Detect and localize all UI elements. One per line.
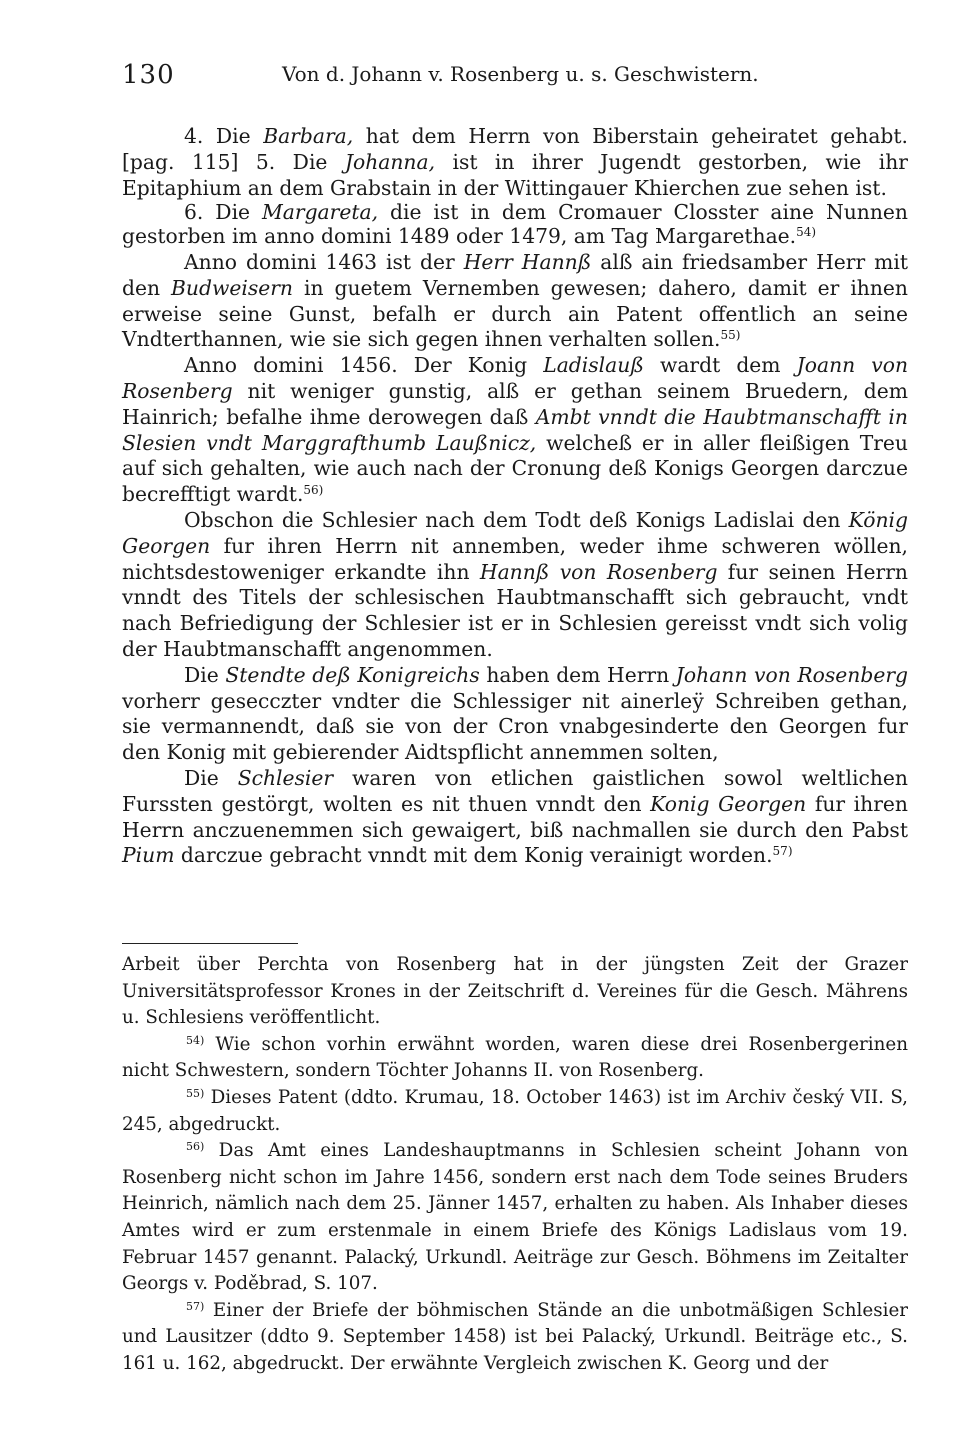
footnotes — [122, 952, 908, 1378]
paragraph-stendte: Die Stendte deß Konigreichs haben dem Herrn Johann von Rosenberg vorherr gesecczter vndter die Schlessiger nit ainerleӱ Schreiben gethan, sie vermannendt, daß sie von der Cron vnabgesinderte den Georgen fur den Konig mit gebierender Aidtspflicht annemmen solten, — [122, 662, 908, 765]
footnote-divider — [122, 943, 298, 944]
main-text — [122, 124, 908, 869]
footnote-ref-57: 57) — [772, 844, 793, 859]
paragraph-ladislaus: Anno domini 1456. Der Konig Ladislauß wardt dem Joann von Rosenberg nit weniger gunstig, alß er gethan seinem Bruedern, dem Hainrich; befalhe ihme derowegen daß Ambt vnndt die Haubtmanschafft in Slesien vndt Marggrafthumb Laußnicz, welcheß er in aller fleißigen Treu auf sich gehalten, wie auch nach der Cronung deß Konigs Georgen darczue becrefftigt wardt.$^{56)}$ — [122, 353, 909, 507]
footnote-57: $^{57)}$ Einer der Briefe der böhmischen Stände an die unbotmäßigen Schlesier und Lausitzer (ddto 9. September 1458) ist bei Palacký, Urkundl. Beiträge etc., S. 161 u. 162, abgedruckt. Der erwähnte Vergleich zwischen K. Georg und der — [122, 1299, 908, 1374]
footnote-continuation: Arbeit über Perchta von Rosenberg hat in der jüngsten Zeit der Grazer Universitätsprofessor Krones in der Zeitschrift d. Vereines für die Gesch. Mährens u. Schlesiens veröffentlicht. — [122, 954, 908, 1029]
footnote-55: $^{55)}$ Dieses Patent (ddto. Krumau, 18. October 1463) ist im Archiv český VII. S, 245, abgedruckt. — [122, 1086, 908, 1135]
running-title: Von d. Johann v. Rosenberg u. s. Geschwistern. — [282, 62, 759, 86]
paragraph-schlesier-georgen: Obschon die Schlesier nach dem Todt deß Konigs Ladislai den König Georgen fur ihren Herrn nit annemben, weder ihme schweren wöllen, nichtsdestoweniger erkandte ihn Hannß von Rosenberg fur seinen Herrn vnndt des Titels der schlesischen Haubtmanschafft sich gebraucht, vndt nach Befriedigung der Schlesier ist er in Schlesien gereisst vndt sich volig der Haubtmanschafft angenommen. — [122, 507, 908, 661]
footnote-ref-55: 55) — [720, 328, 741, 343]
footnote-54: $^{54)}$ Wie schon vorhin erwähnt worden, waren diese drei Rosenbergerinen nicht Schwestern, sondern Töchter Johanns II. von Rosenberg. — [122, 1033, 908, 1082]
page-header — [122, 56, 908, 96]
paragraph-schlesier-pium: Die Schlesier waren von etlichen gaistlichen sowol weltlichen Furssten gestörgt, wolten es nit thuen vnndt den Konig Georgen fur ihren Herrn anczuenemmen sich gewaigert, biß nachmallen sie durch den Pabst Pium darczue gebracht vnndt mit dem Konig verainigt worden.$^{57)}$ — [122, 765, 908, 868]
page-number: 130 — [122, 60, 175, 90]
footnote-56: $^{56)}$ Das Amt eines Landeshauptmanns in Schlesien scheint Johann von Rosenberg nicht schon im Jahre 1456, sondern erst nach dem Tode seines Bruders Heinrich, nämlich nach dem 25. Jänner 1457, erhalten zu haben. Als Inhaber dieses Amtes wird er zum erstenmale in einem Briefe des Königs Ladislaus vom 19. Februar 1457 genannt. Palacký, Urkundl. Aeiträge zur Gesch. Böhmens im Zeitalter Georgs v. Poděbrad, S. 107. — [122, 1140, 908, 1295]
paragraph-margareta: 6. Die Margareta, die ist in dem Cromauer Closster aine Nunnen gestorben im anno domini 1489 oder 1479, am Tag Margarethae.$^{54)}$ — [122, 200, 908, 249]
paragraph-budweisern: Anno domini 1463 ist der Herr Hannß alß ain friedsamber Herr mit den Budweisern in guetem Vernemben gewesen; dahero, damit er ihnen erweise seine Gunst, befalh er durch ain Patent offentlich an seine Vndterthannen, wie sie sich gegen ihnen verhalten sollen.$^{55)}$ — [122, 249, 909, 352]
footnote-ref-54: 54) — [796, 225, 817, 240]
footnote-ref-56: 56) — [303, 483, 324, 498]
paragraph-barbara-johanna: 4. Die Barbara, hat dem Herrn von Biberstain geheiratet gehabt. [pag. 115] 5. Die Johanna, ist in ihrer Jugendt gestorben, wie ihr Epitaphium an dem Grabstain in der Wittingauer Khierchen zue sehen ist. — [122, 124, 908, 200]
